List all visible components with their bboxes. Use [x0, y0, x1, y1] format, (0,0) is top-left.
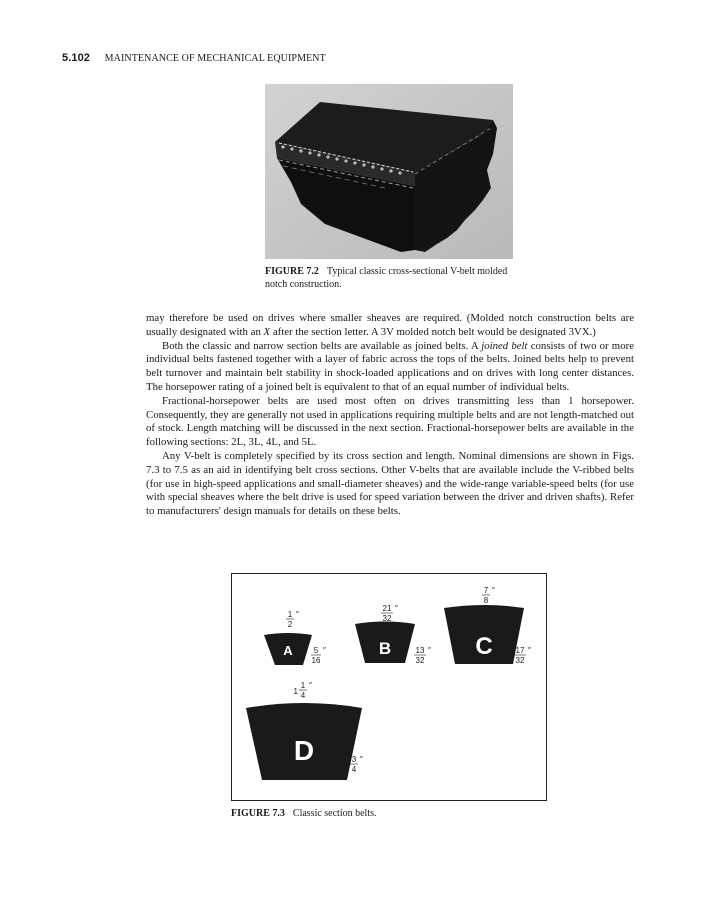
- paragraph-1-text-a: may therefore be used on drives where smaller sheaves are required. (Molded notch construction belts are usually designated with an: [146, 312, 634, 338]
- belt-d-depth-inch: ″: [360, 755, 363, 764]
- belt-b: [355, 604, 431, 665]
- figure-7-3-caption: [231, 808, 377, 819]
- paragraph-2-text-b: consists of two or more individual belts fastened together with a layer of fabric across the tops of the belts. Joined belts help to prevent belt turnover and maintain belt stability in shock-loaded applications and on drives with long center distances. The horsepower rating of a joined belt is equivalent to that of an equal number of individual belts.: [146, 339, 634, 393]
- belt-b-depth-inch: ″: [428, 646, 431, 655]
- belt-b-width-num: 21: [382, 604, 392, 613]
- belt-a-width-inch: ″: [296, 610, 299, 619]
- belt-a: [264, 610, 326, 665]
- paragraph-2-term: joined belt: [481, 339, 528, 352]
- belt-c-depth-inch: ″: [528, 646, 531, 655]
- figure-7-3-caption-text: Classic section belts.: [292, 808, 377, 819]
- paragraph-4: Any V-belt is completely specified by its cross section and length. Nominal dimensions are shown in Figs. 7.3 to 7.5 as an aid in identifying belt cross sections. Other V-belts that are available include the V-ribbed belts (for use in high-speed applications and small-diameter sheaves) and the wide-range variable-speed belts (for use with special sheaves where the belt drive is used for speed variation between the driver and driven shafts). Refer to manufacturers' design manuals for details on these belts.: [146, 449, 634, 518]
- belt-c-depth-num: 17: [515, 646, 525, 655]
- running-title: MAINTENANCE OF MECHANICAL EQUIPMENT: [104, 53, 326, 64]
- figure-7-2-photo: [265, 84, 513, 259]
- belt-b-width-den: 32: [382, 614, 392, 623]
- figure-7-3-box: [231, 573, 547, 801]
- paragraph-3: Fractional-horsepower belts are used most often on drives transmitting less than 1 horsepower. Consequently, they are generally not used in applications requiring multiple belts and are not length-matched out of stock. Length matching will be discussed in the next section. Fractional-horsepower belts are available in the following sections: 2L, 3L, 4L, and 5L.: [146, 394, 634, 449]
- belt-c-letter: C: [475, 633, 493, 660]
- belt-a-depth-den: 16: [311, 656, 321, 665]
- body-text: [146, 312, 634, 519]
- paragraph-2-text-a: Both the classic and narrow section belts are available as joined belts. A: [162, 339, 482, 352]
- belt-c-width-den: 8: [483, 596, 489, 605]
- belt-b-depth-den: 32: [415, 656, 425, 665]
- belt-c-width-num: 7: [483, 586, 489, 595]
- belt-d-width-whole: 1: [293, 687, 298, 696]
- belt-c-depth-den: 32: [515, 656, 525, 665]
- page-number: 5.102: [62, 52, 91, 64]
- figure-7-2-caption-line1: Typical classic cross-sectional V-belt molded: [326, 266, 508, 277]
- belt-d-width-inch: ″: [309, 681, 312, 690]
- belt-d-depth-den: 4: [351, 765, 357, 774]
- belt-d-width-den: 4: [300, 691, 306, 700]
- figure-7-2-caption-line2: notch construction.: [265, 279, 342, 290]
- paragraph-2: [146, 340, 634, 395]
- belt-b-depth-num: 13: [415, 646, 425, 655]
- belt-a-width-num: 1: [287, 610, 293, 619]
- belt-a-width-den: 2: [287, 620, 293, 629]
- v-belt-photo-illustration: [265, 84, 513, 259]
- belt-b-letter: B: [378, 639, 392, 658]
- page-header: [62, 52, 326, 64]
- belt-d-depth-num: 3: [351, 755, 357, 764]
- belt-c: [444, 586, 531, 665]
- belt-c-width-inch: ″: [492, 586, 495, 595]
- belt-d-letter: D: [293, 735, 315, 766]
- paragraph-1-text-b: after the section letter. A 3V molded notch belt would be designated 3VX.): [270, 325, 596, 338]
- belt-a-letter: A: [283, 643, 293, 658]
- paragraph-1-italic-x: X: [263, 325, 271, 338]
- belt-d: [246, 681, 363, 780]
- figure-7-3-label: FIGURE 7.3: [231, 808, 285, 819]
- figure-7-2-label: FIGURE 7.2: [265, 266, 319, 277]
- belt-d-width-num: 1: [300, 681, 306, 690]
- paragraph-1: [146, 312, 634, 340]
- classic-section-belts-diagram: [232, 574, 546, 800]
- belt-a-depth-num: 5: [313, 646, 319, 655]
- figure-7-2-caption: [265, 265, 535, 291]
- belt-a-depth-inch: ″: [323, 646, 326, 655]
- belt-b-width-inch: ″: [395, 604, 398, 613]
